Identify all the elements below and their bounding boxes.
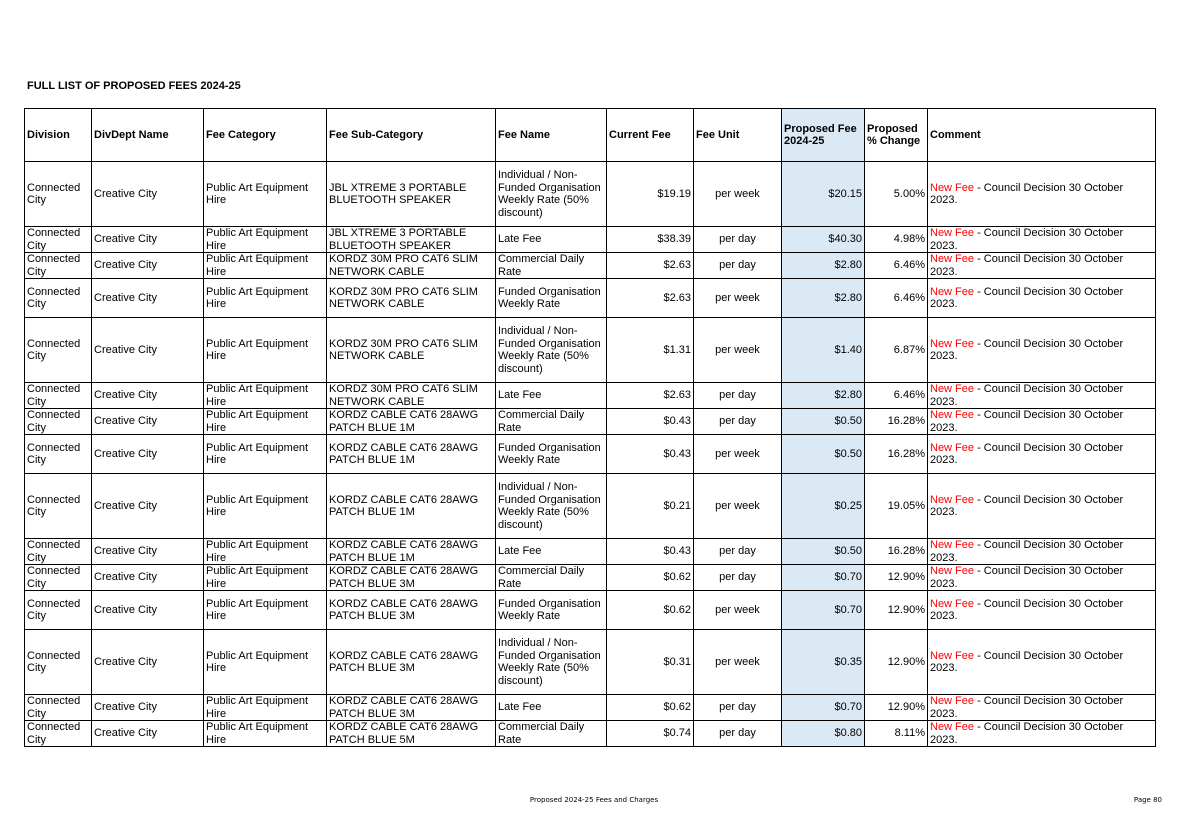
table-cell-percent-change: 16.28% xyxy=(865,539,928,565)
table-cell-proposed-fee: $2.80 xyxy=(782,279,865,318)
comment-text: - Council Decision 30 October 2023. xyxy=(930,649,1124,674)
table-cell-comment xyxy=(928,591,1156,630)
table-cell-category: Public Art Equipment Hire xyxy=(204,409,327,435)
table-cell-division: Connected City xyxy=(25,565,92,591)
fees-table xyxy=(24,108,1156,747)
table-cell-percent-change: 6.46% xyxy=(865,253,928,279)
table-cell-proposed-fee: $0.70 xyxy=(782,565,865,591)
table-cell-subcategory: KORDZ 30M PRO CAT6 SLIM NETWORK CABLE xyxy=(327,318,496,383)
table-cell-fee-unit: per day xyxy=(694,539,782,565)
table-row xyxy=(25,630,1156,695)
table-cell-divdept: Creative City xyxy=(92,474,204,539)
table-row xyxy=(25,253,1156,279)
table-cell-proposed-fee: $0.25 xyxy=(782,474,865,539)
table-cell-current-fee: $2.63 xyxy=(607,383,694,409)
table-cell-divdept: Creative City xyxy=(92,565,204,591)
comment-text: - Council Decision 30 October 2023. xyxy=(930,565,1124,590)
table-cell-subcategory: KORDZ 30M PRO CAT6 SLIM NETWORK CABLE xyxy=(327,383,496,409)
table-cell-divdept: Creative City xyxy=(92,227,204,253)
table-row xyxy=(25,383,1156,409)
table-cell-fee-unit: per day xyxy=(694,695,782,721)
table-cell-fee-name: Individual / Non-Funded Organisation Weekly Rate (50% discount) xyxy=(496,162,607,227)
column-header: Fee Unit xyxy=(694,109,782,162)
table-cell-comment xyxy=(928,279,1156,318)
table-cell-proposed-fee: $0.70 xyxy=(782,695,865,721)
table-cell-current-fee: $0.43 xyxy=(607,409,694,435)
table-cell-fee-name: Funded Organisation Weekly Rate xyxy=(496,591,607,630)
table-cell-current-fee: $0.62 xyxy=(607,695,694,721)
table-cell-current-fee: $0.31 xyxy=(607,630,694,695)
new-fee-label: New Fee xyxy=(930,337,975,350)
column-header: Division xyxy=(25,109,92,162)
table-cell-category: Public Art Equipment Hire xyxy=(204,539,327,565)
table-cell-percent-change: 16.28% xyxy=(865,435,928,474)
new-fee-label: New Fee xyxy=(930,649,975,662)
table-cell-category: Public Art Equipment Hire xyxy=(204,565,327,591)
comment-text: - Council Decision 30 October 2023. xyxy=(930,695,1124,720)
comment-text: - Council Decision 30 October 2023. xyxy=(930,597,1124,622)
table-cell-subcategory: KORDZ CABLE CAT6 28AWG PATCH BLUE 1M xyxy=(327,474,496,539)
new-fee-label: New Fee xyxy=(930,227,975,239)
table-cell-divdept: Creative City xyxy=(92,162,204,227)
table-cell-subcategory: KORDZ CABLE CAT6 28AWG PATCH BLUE 5M xyxy=(327,721,496,747)
table-cell-category: Public Art Equipment Hire xyxy=(204,591,327,630)
table-cell-subcategory: KORDZ CABLE CAT6 28AWG PATCH BLUE 1M xyxy=(327,409,496,435)
table-cell-category: Public Art Equipment Hire xyxy=(204,383,327,409)
table-cell-fee-unit: per day xyxy=(694,721,782,747)
table-cell-division: Connected City xyxy=(25,630,92,695)
table-cell-proposed-fee: $0.50 xyxy=(782,539,865,565)
table-cell-comment xyxy=(928,409,1156,435)
table-cell-fee-unit: per week xyxy=(694,162,782,227)
table-cell-divdept: Creative City xyxy=(92,253,204,279)
table-cell-category: Public Art Equipment Hire xyxy=(204,253,327,279)
table-cell-fee-unit: per week xyxy=(694,435,782,474)
table-cell-category: Public Art Equipment Hire xyxy=(204,695,327,721)
table-cell-comment xyxy=(928,253,1156,279)
table-cell-percent-change: 12.90% xyxy=(865,591,928,630)
comment-text: - Council Decision 30 October 2023. xyxy=(930,409,1124,434)
table-cell-comment xyxy=(928,318,1156,383)
table-cell-percent-change: 12.90% xyxy=(865,565,928,591)
table-cell-comment xyxy=(928,227,1156,253)
table-cell-divdept: Creative City xyxy=(92,435,204,474)
table-cell-proposed-fee: $20.15 xyxy=(782,162,865,227)
comment-text: - Council Decision 30 October 2023. xyxy=(930,253,1124,278)
table-cell-divdept: Creative City xyxy=(92,721,204,747)
comment-text: - Council Decision 30 October 2023. xyxy=(930,285,1124,310)
comment-text: - Council Decision 30 October 2023. xyxy=(930,337,1124,362)
table-row xyxy=(25,318,1156,383)
column-header: Comment xyxy=(928,109,1156,162)
column-header: Fee Sub-Category xyxy=(327,109,496,162)
table-cell-fee-name: Late Fee xyxy=(496,695,607,721)
table-cell-proposed-fee: $1.40 xyxy=(782,318,865,383)
table-cell-divdept: Creative City xyxy=(92,591,204,630)
column-header: Fee Category xyxy=(204,109,327,162)
table-cell-division: Connected City xyxy=(25,279,92,318)
table-cell-fee-name: Commercial Daily Rate xyxy=(496,253,607,279)
new-fee-label: New Fee xyxy=(930,565,975,577)
table-cell-fee-name: Individual / Non-Funded Organisation Weekly Rate (50% discount) xyxy=(496,630,607,695)
new-fee-label: New Fee xyxy=(930,441,975,454)
table-row xyxy=(25,409,1156,435)
table-cell-percent-change: 12.90% xyxy=(865,695,928,721)
table-row xyxy=(25,227,1156,253)
table-cell-current-fee: $2.63 xyxy=(607,279,694,318)
table-cell-category: Public Art Equipment Hire xyxy=(204,162,327,227)
table-cell-divdept: Creative City xyxy=(92,383,204,409)
table-row xyxy=(25,695,1156,721)
comment-text: - Council Decision 30 October 2023. xyxy=(930,539,1124,564)
table-cell-current-fee: $0.62 xyxy=(607,591,694,630)
table-cell-subcategory: KORDZ CABLE CAT6 28AWG PATCH BLUE 3M xyxy=(327,630,496,695)
table-cell-subcategory: KORDZ 30M PRO CAT6 SLIM NETWORK CABLE xyxy=(327,253,496,279)
table-cell-category: Public Art Equipment Hire xyxy=(204,318,327,383)
new-fee-label: New Fee xyxy=(930,539,975,551)
table-cell-comment xyxy=(928,695,1156,721)
table-cell-percent-change: 6.46% xyxy=(865,279,928,318)
table-row xyxy=(25,162,1156,227)
table-row xyxy=(25,474,1156,539)
table-cell-fee-unit: per week xyxy=(694,591,782,630)
comment-text: - Council Decision 30 October 2023. xyxy=(930,383,1124,408)
table-row xyxy=(25,539,1156,565)
table-cell-percent-change: 6.46% xyxy=(865,383,928,409)
table-cell-fee-name: Late Fee xyxy=(496,227,607,253)
table-cell-proposed-fee: $0.50 xyxy=(782,409,865,435)
table-cell-percent-change: 5.00% xyxy=(865,162,928,227)
table-cell-fee-name: Commercial Daily Rate xyxy=(496,409,607,435)
table-cell-percent-change: 19.05% xyxy=(865,474,928,539)
table-cell-fee-name: Individual / Non-Funded Organisation Weekly Rate (50% discount) xyxy=(496,474,607,539)
table-cell-division: Connected City xyxy=(25,253,92,279)
table-cell-category: Public Art Equipment Hire xyxy=(204,474,327,539)
table-cell-category: Public Art Equipment Hire xyxy=(204,630,327,695)
table-cell-comment xyxy=(928,565,1156,591)
table-cell-current-fee: $0.62 xyxy=(607,565,694,591)
new-fee-label: New Fee xyxy=(930,695,975,707)
table-cell-divdept: Creative City xyxy=(92,539,204,565)
table-row xyxy=(25,721,1156,747)
table-cell-subcategory: KORDZ CABLE CAT6 28AWG PATCH BLUE 1M xyxy=(327,435,496,474)
table-cell-division: Connected City xyxy=(25,721,92,747)
table-cell-subcategory: KORDZ CABLE CAT6 28AWG PATCH BLUE 3M xyxy=(327,591,496,630)
table-cell-comment xyxy=(928,435,1156,474)
table-cell-current-fee: $0.74 xyxy=(607,721,694,747)
table-cell-proposed-fee: $2.80 xyxy=(782,253,865,279)
table-cell-fee-name: Commercial Daily Rate xyxy=(496,721,607,747)
table-cell-division: Connected City xyxy=(25,409,92,435)
table-cell-comment xyxy=(928,162,1156,227)
comment-text: - Council Decision 30 October 2023. xyxy=(930,441,1124,466)
table-cell-fee-name: Late Fee xyxy=(496,539,607,565)
table-cell-percent-change: 16.28% xyxy=(865,409,928,435)
table-cell-division: Connected City xyxy=(25,591,92,630)
table-cell-fee-unit: per day xyxy=(694,253,782,279)
page-title: FULL LIST OF PROPOSED FEES 2024-25 xyxy=(27,80,241,92)
table-cell-comment xyxy=(928,630,1156,695)
table-cell-divdept: Creative City xyxy=(92,630,204,695)
table-cell-subcategory: KORDZ CABLE CAT6 28AWG PATCH BLUE 3M xyxy=(327,695,496,721)
table-row xyxy=(25,591,1156,630)
table-cell-comment xyxy=(928,474,1156,539)
comment-text: - Council Decision 30 October 2023. xyxy=(930,181,1124,206)
column-header: Proposed Fee 2024-25 xyxy=(782,109,865,162)
new-fee-label: New Fee xyxy=(930,285,975,298)
comment-text: - Council Decision 30 October 2023. xyxy=(930,493,1124,518)
page-number: Page 80 xyxy=(1133,796,1162,804)
new-fee-label: New Fee xyxy=(930,181,975,194)
table-cell-fee-name: Funded Organisation Weekly Rate xyxy=(496,279,607,318)
new-fee-label: New Fee xyxy=(930,253,975,265)
table-cell-current-fee: $19.19 xyxy=(607,162,694,227)
new-fee-label: New Fee xyxy=(930,597,975,610)
table-cell-division: Connected City xyxy=(25,539,92,565)
column-header: Fee Name xyxy=(496,109,607,162)
table-cell-division: Connected City xyxy=(25,695,92,721)
table-cell-current-fee: $2.63 xyxy=(607,253,694,279)
table-cell-subcategory: KORDZ CABLE CAT6 28AWG PATCH BLUE 1M xyxy=(327,539,496,565)
table-cell-category: Public Art Equipment Hire xyxy=(204,279,327,318)
table-cell-fee-name: Individual / Non-Funded Organisation Weekly Rate (50% discount) xyxy=(496,318,607,383)
table-cell-division: Connected City xyxy=(25,162,92,227)
table-cell-current-fee: $0.21 xyxy=(607,474,694,539)
table-cell-percent-change: 6.87% xyxy=(865,318,928,383)
table-cell-subcategory: JBL XTREME 3 PORTABLE BLUETOOTH SPEAKER xyxy=(327,162,496,227)
comment-text: - Council Decision 30 October 2023. xyxy=(930,227,1124,252)
table-cell-division: Connected City xyxy=(25,435,92,474)
table-cell-percent-change: 12.90% xyxy=(865,630,928,695)
table-cell-current-fee: $1.31 xyxy=(607,318,694,383)
table-cell-divdept: Creative City xyxy=(92,409,204,435)
table-cell-division: Connected City xyxy=(25,474,92,539)
table-cell-fee-unit: per week xyxy=(694,318,782,383)
table-cell-comment xyxy=(928,721,1156,747)
new-fee-label: New Fee xyxy=(930,721,975,733)
table-cell-current-fee: $0.43 xyxy=(607,435,694,474)
table-cell-fee-unit: per day xyxy=(694,227,782,253)
column-header: Current Fee xyxy=(607,109,694,162)
table-row xyxy=(25,565,1156,591)
table-cell-subcategory: KORDZ 30M PRO CAT6 SLIM NETWORK CABLE xyxy=(327,279,496,318)
table-cell-fee-name: Late Fee xyxy=(496,383,607,409)
comment-text: - Council Decision 30 October 2023. xyxy=(930,721,1124,746)
table-header xyxy=(25,109,1156,162)
column-header: DivDept Name xyxy=(92,109,204,162)
table-row xyxy=(25,435,1156,474)
table-cell-percent-change: 4.98% xyxy=(865,227,928,253)
table-cell-current-fee: $0.43 xyxy=(607,539,694,565)
table-cell-category: Public Art Equipment Hire xyxy=(204,721,327,747)
table-cell-proposed-fee: $0.70 xyxy=(782,591,865,630)
table-cell-subcategory: KORDZ CABLE CAT6 28AWG PATCH BLUE 3M xyxy=(327,565,496,591)
new-fee-label: New Fee xyxy=(930,493,975,506)
new-fee-label: New Fee xyxy=(930,409,975,421)
table-cell-proposed-fee: $40.30 xyxy=(782,227,865,253)
table-cell-divdept: Creative City xyxy=(92,279,204,318)
table-cell-fee-unit: per day xyxy=(694,409,782,435)
table-body xyxy=(25,162,1156,747)
table-cell-fee-name: Funded Organisation Weekly Rate xyxy=(496,435,607,474)
table-cell-fee-unit: per week xyxy=(694,279,782,318)
table-cell-comment xyxy=(928,383,1156,409)
table-cell-proposed-fee: $0.50 xyxy=(782,435,865,474)
table-cell-divdept: Creative City xyxy=(92,318,204,383)
table-cell-division: Connected City xyxy=(25,318,92,383)
table-cell-percent-change: 8.11% xyxy=(865,721,928,747)
table-cell-proposed-fee: $2.80 xyxy=(782,383,865,409)
table-cell-category: Public Art Equipment Hire xyxy=(204,227,327,253)
new-fee-label: New Fee xyxy=(930,383,975,395)
footer-title: Proposed 2024-25 Fees and Charges xyxy=(529,796,659,804)
table-cell-comment xyxy=(928,539,1156,565)
table-cell-proposed-fee: $0.80 xyxy=(782,721,865,747)
table-cell-category: Public Art Equipment Hire xyxy=(204,435,327,474)
table-row xyxy=(25,279,1156,318)
table-cell-fee-unit: per day xyxy=(694,383,782,409)
table-cell-fee-unit: per week xyxy=(694,630,782,695)
table-cell-division: Connected City xyxy=(25,227,92,253)
table-cell-proposed-fee: $0.35 xyxy=(782,630,865,695)
header-row xyxy=(25,109,1156,162)
table-cell-divdept: Creative City xyxy=(92,695,204,721)
table-cell-fee-unit: per day xyxy=(694,565,782,591)
table-cell-subcategory: JBL XTREME 3 PORTABLE BLUETOOTH SPEAKER xyxy=(327,227,496,253)
table-cell-division: Connected City xyxy=(25,383,92,409)
table-cell-current-fee: $38.39 xyxy=(607,227,694,253)
column-header: Proposed % Change xyxy=(865,109,928,162)
table-cell-fee-name: Commercial Daily Rate xyxy=(496,565,607,591)
table-cell-fee-unit: per week xyxy=(694,474,782,539)
